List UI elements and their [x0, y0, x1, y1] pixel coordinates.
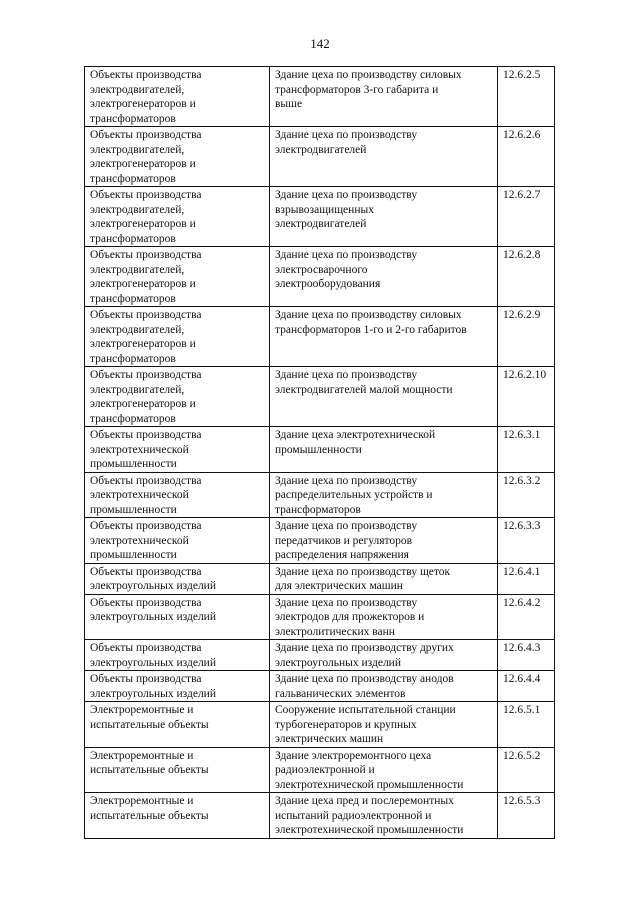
object-cell-line: электрических машин [275, 733, 384, 745]
category-cell-line: Объекты производства [90, 596, 202, 609]
code-cell [498, 563, 555, 594]
object-cell-line: трансформаторов 3-го габарита и [275, 83, 439, 96]
category-cell-line: Объекты производства [90, 369, 202, 381]
code-cell [498, 307, 555, 367]
object-cell-line: Здание электроремонтного цеха [275, 749, 432, 762]
table-row [85, 247, 555, 307]
object-cell-line: электродвигателей малой мощности [275, 383, 453, 396]
code-cell-text: 12.6.4.1 [503, 565, 541, 578]
table-row [85, 518, 555, 564]
code-cell [498, 518, 555, 564]
category-cell [85, 702, 270, 748]
category-cell [85, 640, 270, 671]
object-cell [270, 187, 498, 247]
object-cell-line: Сооружение испытательной станции [275, 704, 456, 716]
category-cell [85, 563, 270, 594]
category-cell-line: трансформаторов [90, 232, 176, 245]
category-cell [85, 247, 270, 307]
code-cell [498, 247, 555, 307]
object-cell-line: трансформаторов [275, 503, 361, 516]
object-cell-line: электродов для прожекторов и [275, 611, 425, 623]
category-cell-line: Электроремонтные и [90, 704, 194, 716]
category-cell [85, 427, 270, 473]
document-table [84, 66, 555, 839]
object-cell-line: турбогенераторов и крупных [275, 718, 417, 731]
code-cell [498, 187, 555, 247]
object-cell [270, 307, 498, 367]
table-row [85, 67, 555, 127]
object-cell-line: Здание цеха по производству анодов [275, 673, 454, 685]
object-cell-line: распределительных устройств и [275, 489, 433, 501]
object-cell-line: Здание цеха пред и послеремонтных [275, 795, 454, 807]
category-cell-line: трансформаторов [90, 412, 176, 425]
code-cell-text: 12.6.5.1 [503, 704, 541, 716]
code-cell [498, 671, 555, 702]
table-row [85, 793, 555, 839]
object-cell-line: Здание цеха по производству силовых [275, 309, 462, 321]
object-cell [270, 67, 498, 127]
category-cell-line: Объекты производства [90, 69, 202, 81]
category-cell-line: электротехнической [90, 443, 189, 456]
object-cell-line: промышленности [275, 443, 362, 456]
code-cell [498, 594, 555, 640]
code-cell-text: 12.6.5.2 [503, 749, 541, 762]
code-cell [498, 702, 555, 748]
category-cell-line: Объекты производства [90, 520, 202, 532]
category-cell-line: испытательные объекты [90, 718, 209, 731]
table-row [85, 187, 555, 247]
category-cell-line: электроугольных изделий [90, 611, 216, 623]
object-cell-line: Здание цеха по производству [275, 129, 418, 141]
object-cell-line: Здание цеха электротехнической [275, 429, 436, 441]
object-cell-line: электролитических ванн [275, 625, 395, 638]
object-cell-line: для электрических машин [275, 580, 403, 592]
code-cell [498, 427, 555, 473]
table-row [85, 702, 555, 748]
object-cell [270, 594, 498, 640]
category-cell-line: Объекты производства [90, 189, 202, 201]
object-cell [270, 640, 498, 671]
object-cell-line: электродвигателей [275, 143, 367, 156]
category-cell-line: промышленности [90, 458, 177, 470]
table-row [85, 427, 555, 473]
object-cell-line: испытаний радиоэлектронной и [275, 809, 432, 822]
category-cell-line: трансформаторов [90, 292, 176, 305]
object-cell [270, 472, 498, 518]
category-cell-line: Объекты производства [90, 249, 202, 261]
object-cell-line: электродвигателей [275, 218, 367, 230]
category-cell [85, 472, 270, 518]
category-cell-line: электрогенераторов и [90, 158, 196, 170]
code-cell [498, 793, 555, 839]
table-row [85, 563, 555, 594]
code-cell-text: 12.6.4.4 [503, 673, 541, 685]
object-cell-line: Здание цеха по производству [275, 189, 418, 201]
object-cell-line: электроугольных изделий [275, 656, 401, 669]
category-cell-line: электрогенераторов и [90, 218, 196, 230]
object-cell [270, 247, 498, 307]
code-cell-text: 12.6.2.8 [503, 249, 541, 261]
category-cell-line: электрогенераторов и [90, 338, 196, 350]
object-cell-line: радиоэлектронной и [275, 764, 375, 776]
code-cell [498, 640, 555, 671]
category-cell-line: электродвигателей, [90, 203, 185, 216]
object-cell [270, 747, 498, 793]
object-cell-line: Здание цеха по производству [275, 249, 418, 261]
code-cell [498, 67, 555, 127]
category-cell-line: Объекты производства [90, 429, 202, 441]
code-cell-text: 12.6.2.10 [503, 369, 547, 381]
object-cell [270, 793, 498, 839]
category-cell-line: трансформаторов [90, 352, 176, 365]
object-cell-line: гальванических элементов [275, 687, 406, 700]
category-cell [85, 187, 270, 247]
category-cell-line: электрогенераторов и [90, 278, 196, 290]
category-cell-line: трансформаторов [90, 112, 176, 125]
table-row [85, 594, 555, 640]
object-cell-line: взрывозащищенных [275, 203, 374, 216]
category-cell-line: испытательные объекты [90, 809, 209, 822]
category-cell [85, 518, 270, 564]
object-cell-line: распределения напряжения [275, 549, 409, 561]
category-cell [85, 594, 270, 640]
code-cell-text: 12.6.2.5 [503, 69, 541, 81]
code-cell-text: 12.6.4.2 [503, 596, 541, 609]
object-cell-line: Здание цеха по производству [275, 596, 418, 609]
object-cell-line: электросварочного [275, 263, 368, 276]
object-cell-line: электрооборудования [275, 278, 381, 290]
page-number: 142 [310, 36, 330, 51]
object-cell-line: Здание цеха по производству других [275, 642, 454, 654]
category-cell-line: трансформаторов [90, 172, 176, 185]
table-row [85, 747, 555, 793]
object-cell [270, 702, 498, 748]
code-cell [498, 472, 555, 518]
object-cell-line: Здание цеха по производству [275, 520, 418, 532]
table-row [85, 640, 555, 671]
table-row [85, 671, 555, 702]
object-cell [270, 427, 498, 473]
category-cell [85, 793, 270, 839]
category-cell-line: электродвигателей, [90, 323, 185, 336]
object-cell-line: Здание цеха по производству щеток [275, 565, 451, 578]
code-cell [498, 747, 555, 793]
object-cell [270, 671, 498, 702]
object-cell-line: Здание цеха по производству [275, 369, 418, 381]
object-cell [270, 518, 498, 564]
category-cell [85, 671, 270, 702]
object-cell-line: передатчиков и регуляторов [275, 534, 413, 547]
table-body [85, 67, 555, 839]
category-cell-line: Объекты производства [90, 129, 202, 141]
category-cell-line: электродвигателей, [90, 143, 185, 156]
category-cell [85, 747, 270, 793]
category-cell-line: электротехнической [90, 534, 189, 547]
code-cell-text: 12.6.2.7 [503, 189, 541, 201]
category-cell-line: Объекты производства [90, 673, 202, 685]
code-cell [498, 367, 555, 427]
table-row [85, 472, 555, 518]
code-cell-text: 12.6.2.6 [503, 129, 541, 141]
category-cell-line: электродвигателей, [90, 263, 185, 276]
code-cell-text: 12.6.3.1 [503, 429, 541, 441]
category-cell-line: электротехнической [90, 489, 189, 501]
category-cell-line: Объекты производства [90, 642, 202, 654]
category-cell-line: электроугольных изделий [90, 580, 216, 592]
category-cell [85, 127, 270, 187]
object-cell [270, 563, 498, 594]
category-cell-line: Объекты производства [90, 565, 202, 578]
category-cell-line: электродвигателей, [90, 383, 185, 396]
code-cell-text: 12.6.4.3 [503, 642, 541, 654]
code-cell [498, 127, 555, 187]
category-cell [85, 307, 270, 367]
category-cell-line: электрогенераторов и [90, 398, 196, 410]
category-cell-line: электроугольных изделий [90, 687, 216, 700]
code-cell-text: 12.6.2.9 [503, 309, 541, 321]
object-cell-line: выше [275, 98, 303, 110]
object-cell-line: Здание цеха по производству силовых [275, 69, 462, 81]
object-cell [270, 127, 498, 187]
object-cell-line: электротехнической промышленности [275, 778, 464, 791]
category-cell-line: Объекты производства [90, 309, 202, 321]
category-cell-line: промышленности [90, 503, 177, 516]
code-cell-text: 12.6.3.2 [503, 474, 541, 487]
category-cell [85, 67, 270, 127]
object-cell-line: трансформаторов 1-го и 2-го габаритов [275, 323, 467, 336]
category-cell-line: Электроремонтные и [90, 749, 194, 762]
code-cell-text: 12.6.5.3 [503, 795, 541, 807]
object-cell-line: электротехнической промышленности [275, 824, 464, 836]
table-row [85, 307, 555, 367]
category-cell-line: электрогенераторов и [90, 98, 196, 110]
category-cell-line: электроугольных изделий [90, 656, 216, 669]
table-row [85, 127, 555, 187]
category-cell-line: промышленности [90, 549, 177, 561]
category-cell-line: испытательные объекты [90, 764, 209, 776]
code-cell-text: 12.6.3.3 [503, 520, 541, 532]
category-cell-line: электродвигателей, [90, 83, 185, 96]
category-cell-line: Электроремонтные и [90, 795, 194, 807]
table-row [85, 367, 555, 427]
category-cell-line: Объекты производства [90, 474, 202, 487]
category-cell [85, 367, 270, 427]
object-cell [270, 367, 498, 427]
object-cell-line: Здание цеха по производству [275, 474, 418, 487]
